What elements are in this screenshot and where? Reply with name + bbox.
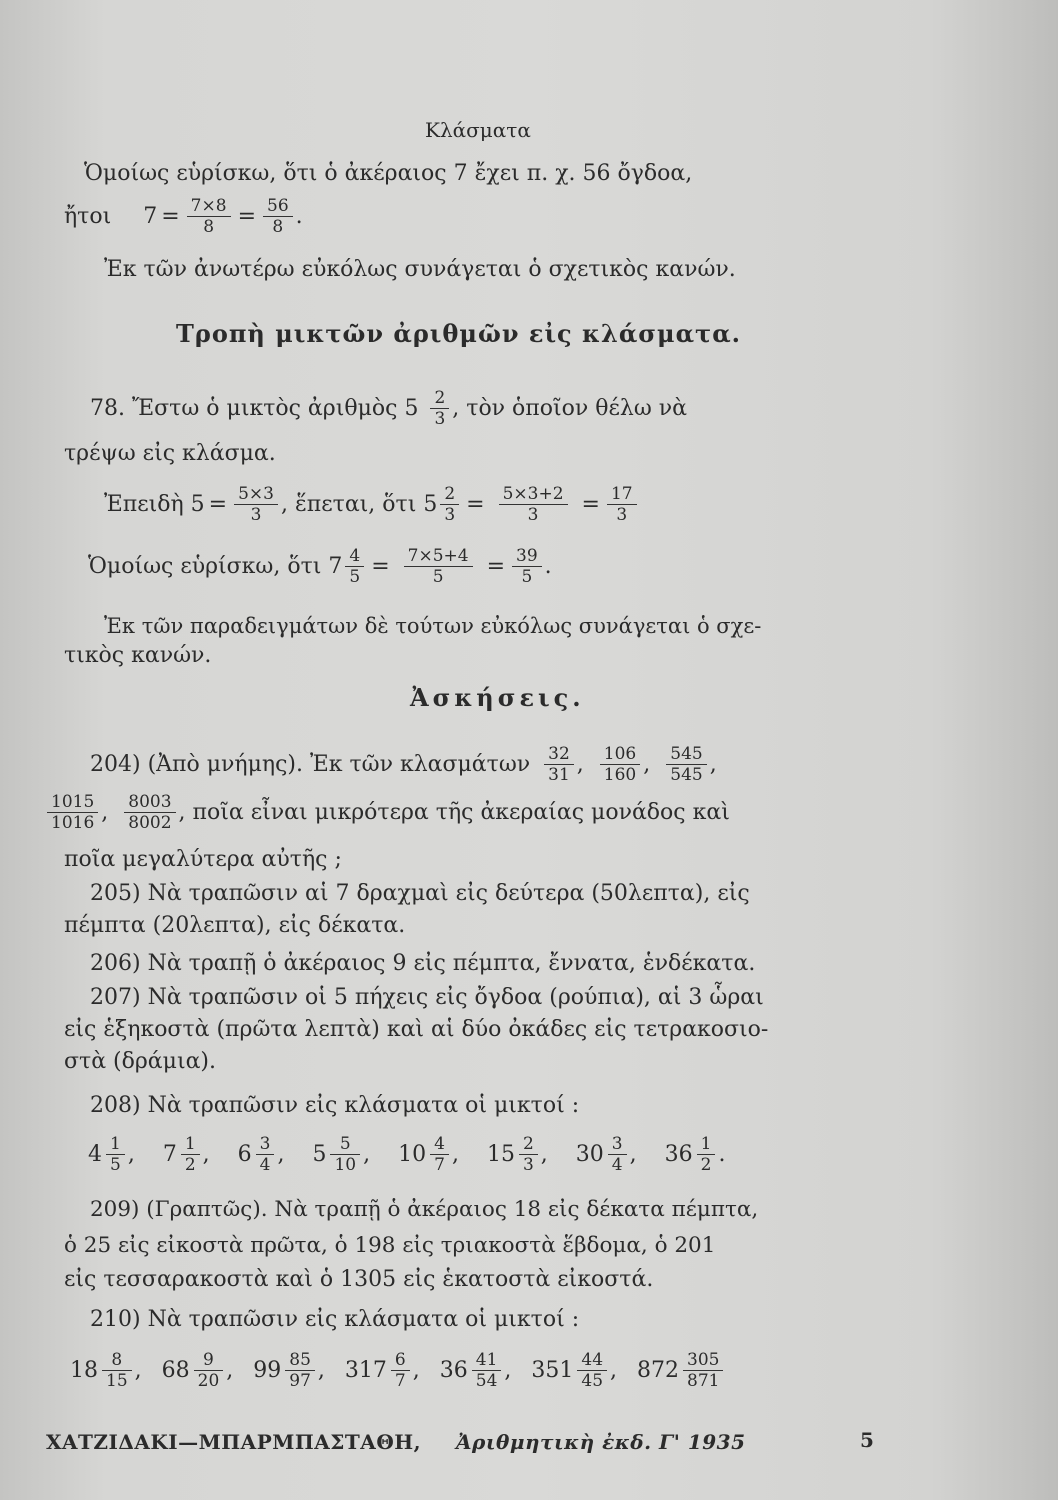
- equals-sign: =: [581, 491, 600, 517]
- page-number: 5: [860, 1428, 874, 1452]
- mixed-number: 4 $\frac{1}{5}$ ,: [88, 1134, 135, 1175]
- fraction-545-over-545: $\frac{545}{545}$: [666, 744, 706, 785]
- intro-seven: 7: [143, 203, 158, 229]
- ex210-mixed-numbers: [70, 1350, 728, 1391]
- ex208-mixed-numbers: [88, 1134, 727, 1175]
- ex209-line-2: ὁ 25 εἰς εἰκοστὰ πρῶτα, ὁ 198 εἰς τριακοστὰ ἕβδομα, ὁ 201: [64, 1233, 716, 1258]
- fraction-8003-over-8002: $\frac{8003}{8002}$: [124, 792, 175, 833]
- fraction-32-over-31: $\frac{32}{31}$: [544, 744, 574, 785]
- equals-sign: =: [371, 553, 390, 579]
- mixed-number: 30 $\frac{3}{4}$ ,: [575, 1134, 637, 1175]
- mixed-number: 317 $\frac{6}{7}$ ,: [344, 1350, 420, 1391]
- mixed-number: 18 $\frac{8}{15}$ ,: [70, 1350, 142, 1391]
- ex207-line-3: στὰ (δράμια).: [64, 1049, 217, 1074]
- ex205-line-2: πέμπτα (20λεπτα), εἰς δέκατα.: [64, 913, 406, 938]
- section-title: Τροπὴ μικτῶν ἀριθμῶν εἰς κλάσματα.: [176, 319, 742, 348]
- intro-hitoi: ἤτοι: [64, 203, 112, 229]
- fraction-5x3plus2-over-3: $\frac{5\times 3+2}{3}$: [499, 484, 568, 525]
- equals-sign: =: [486, 553, 506, 579]
- fraction-39-over-5: $\frac{39}{5}$: [512, 546, 542, 587]
- mixed-number: 68 $\frac{9}{20}$ ,: [161, 1350, 234, 1391]
- footer-authors: ΧΑΤΖΙΔΑΚΙ—ΜΠΑΡΜΠΑΣΤΑΘΗ,: [46, 1430, 422, 1454]
- mixed-number: 15 $\frac{2}{3}$ ,: [486, 1134, 548, 1175]
- equals-sign: =: [161, 203, 180, 229]
- equals-sign: =: [237, 203, 256, 229]
- par78-conclusion-1: Ἐκ τῶν παραδειγμάτων δὲ τούτων εὐκόλως συνάγεται ὁ σχε-: [104, 614, 762, 638]
- mixed-number: 36 $\frac{41}{54}$ ,: [439, 1350, 512, 1391]
- par78-conclusion-2: τικὸς κανών.: [64, 643, 212, 668]
- mixed-number: 5 $\frac{5}{10}$ ,: [312, 1134, 371, 1175]
- fraction-4-over-5: $\frac{4}{5}$: [345, 546, 364, 587]
- fraction-2-over-3: $\frac{2}{3}$: [430, 388, 449, 429]
- mixed-number: 36 $\frac{1}{2}$ .: [664, 1134, 726, 1175]
- fraction-17-over-3: $\frac{17}{3}$: [607, 484, 637, 525]
- ex208-line-1: 208) Νὰ τραπῶσιν εἰς κλάσματα οἱ μικτοί :: [90, 1093, 580, 1118]
- par78-equation-1: Ἐπειδὴ 5 = $\frac{5\times 3}{3}$ , ἕπεται, ὅτι 5 $\frac{2}{3}$ = $\frac{5\times 3+2}{3}$ = $\frac{17}{3}$: [104, 484, 640, 525]
- mixed-number: 7 $\frac{1}{2}$ ,: [162, 1134, 210, 1175]
- fraction-56-over-8: $\frac{56}{8}$: [263, 196, 293, 237]
- ex209-line-3: εἰς τεσσαρακοστὰ καὶ ὁ 1305 εἰς ἑκατοστὰ εἰκοστά.: [64, 1267, 654, 1292]
- fraction-7x5plus4-over-5: $\frac{7\times 5+4}{5}$: [404, 546, 473, 587]
- mixed-number: 6 $\frac{3}{4}$ ,: [237, 1134, 285, 1175]
- fraction-5x3-over-3: $\frac{5\times 3}{3}$: [234, 484, 278, 525]
- mixed-number: 10 $\frac{4}{7}$ ,: [398, 1134, 459, 1175]
- ex204-line-1: 204) (Ἀπὸ μνήμης). Ἐκ τῶν κλασμάτων $\frac{32}{31}$ , $\frac{106}{160}$ , $\frac{545}{545}$ ,: [90, 744, 717, 785]
- ex210-line-1: 210) Νὰ τραπῶσιν εἰς κλάσματα οἱ μικτοί :: [90, 1307, 580, 1332]
- equals-sign: =: [466, 491, 485, 517]
- ex206-line-1: 206) Νὰ τραπῇ ὁ ἀκέραιος 9 εἰς πέμπτα, ἔννατα, ἑνδέκατα.: [90, 951, 756, 976]
- fraction-2-over-3: $\frac{2}{3}$: [440, 484, 459, 525]
- fraction-106-over-160: $\frac{106}{160}$: [600, 744, 640, 785]
- fraction-7x8-over-8: $\frac{7\times 8}{8}$: [187, 196, 231, 237]
- ex205-line-1: 205) Νὰ τραπῶσιν αἱ 7 δραχμαὶ εἰς δεύτερα (50λεπτα), εἰς: [90, 881, 750, 906]
- intro-line-3: Ἐκ τῶν ἀνωτέρω εὐκόλως συνάγεται ὁ σχετικὸς κανών.: [104, 257, 736, 282]
- ex207-line-2: εἰς ἑξηκοστὰ (πρῶτα λεπτὰ) καὶ αἱ δύο ὀκάδες εἰς τετρακοσιο-: [64, 1017, 769, 1042]
- footer-book-title: Ἀριθμητικὴ ἐκδ. Γ' 1935: [456, 1430, 746, 1454]
- par78-equation-2: Ὁμοίως εὑρίσκω, ὅτι 7 $\frac{4}{5}$ = $\frac{7\times 5+4}{5}$ = $\frac{39}{5}$ .: [88, 546, 552, 587]
- intro-equation: ἤτοι 7 = $\frac{7\times 8}{8}$ = $\frac{56}{8}$ .: [64, 196, 303, 237]
- ex209-line-1: 209) (Γραπτῶς). Νὰ τραπῇ ὁ ἀκέραιος 18 εἰς δέκατα πέμπτα,: [90, 1197, 759, 1222]
- par78-line-1: 78. Ἔστω ὁ μικτὸς ἀριθμὸς 5 $\frac{2}{3}$ , τὸν ὁποῖον θέλω νὰ: [90, 388, 687, 429]
- mixed-number: 99 $\frac{85}{97}$ ,: [253, 1350, 325, 1391]
- ex204-line-3: ποῖα μεγαλύτερα αὐτῆς ;: [64, 847, 342, 872]
- fraction-1015-over-1016: $\frac{1015}{1016}$: [47, 792, 98, 833]
- intro-line-1: Ὁμοίως εὑρίσκω, ὅτι ὁ ἀκέραιος 7 ἔχει π. χ. 56 ὄγδοα,: [84, 161, 693, 186]
- ex207-line-1: 207) Νὰ τραπῶσιν οἱ 5 πήχεις εἰς ὄγδοα (ρούπια), αἱ 3 ὧραι: [90, 985, 764, 1010]
- ex204-line-2: $\frac{1015}{1016}$ , $\frac{8003}{8002}$ , ποῖα εἶναι μικρότερα τῆς ἀκεραίας μονάδος καὶ: [44, 792, 730, 833]
- mixed-number: 351 $\frac{44}{45}$ ,: [531, 1350, 618, 1391]
- mixed-number: 872 $\frac{305}{871}$: [637, 1350, 726, 1391]
- running-title: Κλάσματα: [425, 118, 531, 142]
- par78-line-2: τρέψω εἰς κλάσμα.: [64, 441, 276, 466]
- exercises-title: Ἀσκήσεις.: [410, 683, 585, 712]
- equals-sign: =: [208, 491, 228, 517]
